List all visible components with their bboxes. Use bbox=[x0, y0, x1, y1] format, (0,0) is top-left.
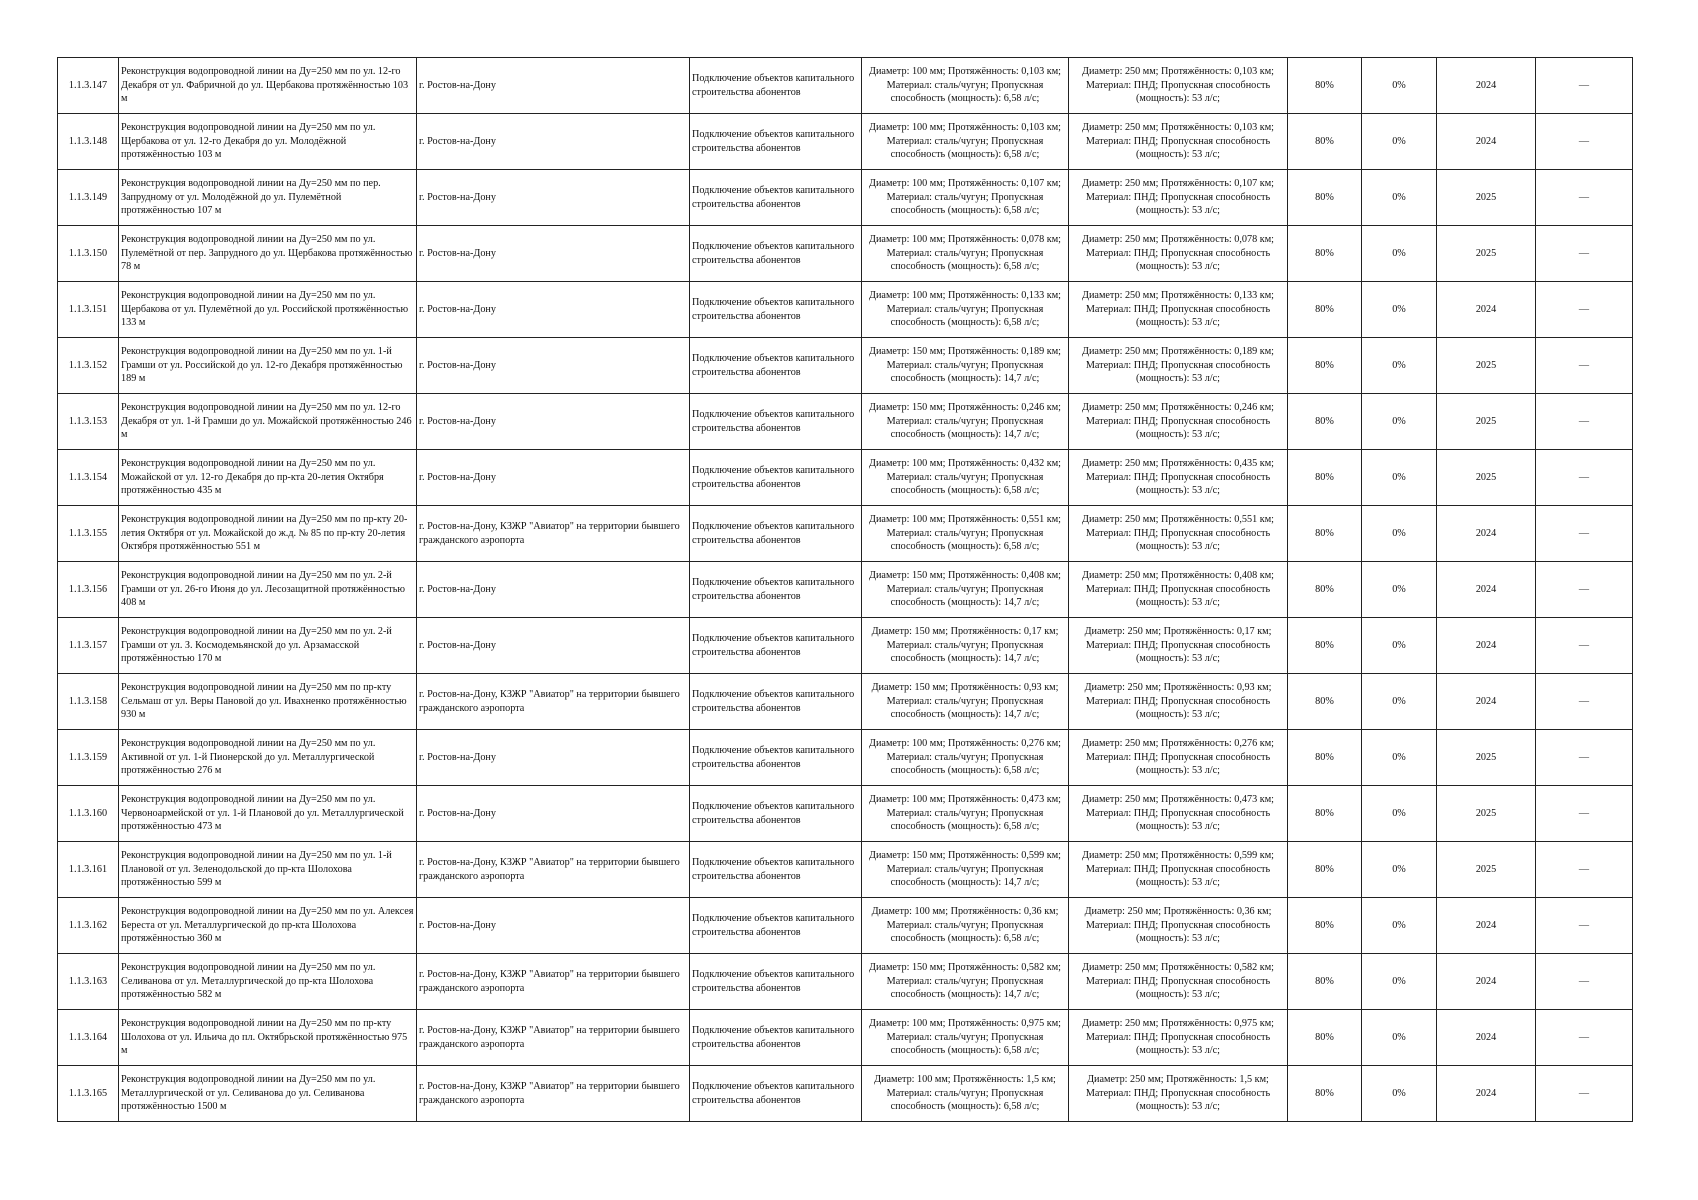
characteristics-before: Диаметр: 100 мм; Протяжённость: 0,103 км; Материал: сталь/чугун; Пропускная способность (мощность): 6,58 л/с; bbox=[862, 58, 1069, 114]
characteristics-after: Диаметр: 250 мм; Протяжённость: 0,276 км; Материал: ПНД; Пропускная способность (мощность): 53 л/с; bbox=[1069, 730, 1288, 786]
wear-after: 0% bbox=[1362, 394, 1437, 450]
project-location: г. Ростов-на-Дону bbox=[417, 450, 690, 506]
project-location: г. Ростов-на-Дону bbox=[417, 282, 690, 338]
table-row bbox=[58, 1066, 1633, 1122]
wear-before: 80% bbox=[1288, 898, 1362, 954]
characteristics-before: Диаметр: 100 мм; Протяжённость: 0,103 км; Материал: сталь/чугун; Пропускная способность (мощность): 6,58 л/с; bbox=[862, 114, 1069, 170]
wear-before: 80% bbox=[1288, 842, 1362, 898]
project-name: Реконструкция водопроводной линии на Ду=250 мм по ул. Пулемётной от пер. Запрудного до ул. Щербакова протяжённостью 78 м bbox=[119, 226, 417, 282]
project-purpose: Подключение объектов капитального строительства абонентов bbox=[690, 282, 862, 338]
completion-year: 2025 bbox=[1437, 842, 1536, 898]
note: — bbox=[1536, 394, 1633, 450]
project-name: Реконструкция водопроводной линии на Ду=250 мм по ул. Селиванова от ул. Металлургической до пр-кта Шолохова протяжённостью 582 м bbox=[119, 954, 417, 1010]
wear-after: 0% bbox=[1362, 842, 1437, 898]
wear-before: 80% bbox=[1288, 562, 1362, 618]
table-row bbox=[58, 506, 1633, 562]
project-name: Реконструкция водопроводной линии на Ду=250 мм по пер. Запрудному от ул. Молодёжной до ул. Пулемётной протяжённостью 107 м bbox=[119, 170, 417, 226]
row-number: 1.1.3.159 bbox=[58, 730, 119, 786]
project-location: г. Ростов-на-Дону bbox=[417, 114, 690, 170]
row-number: 1.1.3.147 bbox=[58, 58, 119, 114]
project-name: Реконструкция водопроводной линии на Ду=250 мм по ул. 12-го Декабря от ул. 1-й Грамши до ул. Можайской протяжённостью 246 м bbox=[119, 394, 417, 450]
characteristics-after: Диаметр: 250 мм; Протяжённость: 0,599 км; Материал: ПНД; Пропускная способность (мощность): 53 л/с; bbox=[1069, 842, 1288, 898]
characteristics-before: Диаметр: 100 мм; Протяжённость: 0,473 км; Материал: сталь/чугун; Пропускная способность (мощность): 6,58 л/с; bbox=[862, 786, 1069, 842]
table-row bbox=[58, 282, 1633, 338]
completion-year: 2024 bbox=[1437, 1066, 1536, 1122]
row-number: 1.1.3.149 bbox=[58, 170, 119, 226]
project-purpose: Подключение объектов капитального строительства абонентов bbox=[690, 450, 862, 506]
completion-year: 2024 bbox=[1437, 562, 1536, 618]
project-location: г. Ростов-на-Дону, КЗЖР "Авиатор" на территории бывшего гражданского аэропорта bbox=[417, 954, 690, 1010]
completion-year: 2024 bbox=[1437, 282, 1536, 338]
wear-after: 0% bbox=[1362, 1010, 1437, 1066]
note: — bbox=[1536, 450, 1633, 506]
project-location: г. Ростов-на-Дону, КЗЖР "Авиатор" на территории бывшего гражданского аэропорта bbox=[417, 506, 690, 562]
wear-before: 80% bbox=[1288, 506, 1362, 562]
note: — bbox=[1536, 506, 1633, 562]
characteristics-after: Диаметр: 250 мм; Протяжённость: 0,36 км; Материал: ПНД; Пропускная способность (мощность): 53 л/с; bbox=[1069, 898, 1288, 954]
project-location: г. Ростов-на-Дону bbox=[417, 394, 690, 450]
completion-year: 2024 bbox=[1437, 954, 1536, 1010]
wear-before: 80% bbox=[1288, 394, 1362, 450]
table-row bbox=[58, 562, 1633, 618]
project-name: Реконструкция водопроводной линии на Ду=250 мм по пр-кту Сельмаш от ул. Веры Пановой до ул. Ивахненко протяжённостью 930 м bbox=[119, 674, 417, 730]
wear-before: 80% bbox=[1288, 954, 1362, 1010]
project-purpose: Подключение объектов капитального строительства абонентов bbox=[690, 730, 862, 786]
wear-before: 80% bbox=[1288, 338, 1362, 394]
project-name: Реконструкция водопроводной линии на Ду=250 мм по ул. 2-й Грамши от ул. З. Космодемьянской до ул. Арзамасской протяжённостью 170 м bbox=[119, 618, 417, 674]
project-name: Реконструкция водопроводной линии на Ду=250 мм по ул. Активной от ул. 1-й Пионерской до ул. Металлургической протяжённостью 276 м bbox=[119, 730, 417, 786]
note: — bbox=[1536, 562, 1633, 618]
wear-after: 0% bbox=[1362, 450, 1437, 506]
row-number: 1.1.3.151 bbox=[58, 282, 119, 338]
project-name: Реконструкция водопроводной линии на Ду=250 мм по ул. Щербакова от ул. 12-го Декабря до ул. Молодёжной протяжённостью 103 м bbox=[119, 114, 417, 170]
note: — bbox=[1536, 282, 1633, 338]
project-purpose: Подключение объектов капитального строительства абонентов bbox=[690, 842, 862, 898]
row-number: 1.1.3.164 bbox=[58, 1010, 119, 1066]
row-number: 1.1.3.158 bbox=[58, 674, 119, 730]
project-purpose: Подключение объектов капитального строительства абонентов bbox=[690, 618, 862, 674]
wear-after: 0% bbox=[1362, 1066, 1437, 1122]
wear-after: 0% bbox=[1362, 898, 1437, 954]
completion-year: 2025 bbox=[1437, 450, 1536, 506]
note: — bbox=[1536, 954, 1633, 1010]
wear-before: 80% bbox=[1288, 674, 1362, 730]
project-name: Реконструкция водопроводной линии на Ду=250 мм по ул. Червоноармейской от ул. 1-й Плановой до ул. Металлургической протяжённостью 473 м bbox=[119, 786, 417, 842]
table-row bbox=[58, 898, 1633, 954]
project-location: г. Ростов-на-Дону bbox=[417, 618, 690, 674]
project-location: г. Ростов-на-Дону, КЗЖР "Авиатор" на территории бывшего гражданского аэропорта bbox=[417, 674, 690, 730]
completion-year: 2025 bbox=[1437, 170, 1536, 226]
completion-year: 2024 bbox=[1437, 618, 1536, 674]
characteristics-after: Диаметр: 250 мм; Протяжённость: 0,103 км; Материал: ПНД; Пропускная способность (мощность): 53 л/с; bbox=[1069, 58, 1288, 114]
row-number: 1.1.3.154 bbox=[58, 450, 119, 506]
table-row bbox=[58, 394, 1633, 450]
project-purpose: Подключение объектов капитального строительства абонентов bbox=[690, 562, 862, 618]
project-name: Реконструкция водопроводной линии на Ду=250 мм по ул. Щербакова от ул. Пулемётной до ул. Российской протяжённостью 133 м bbox=[119, 282, 417, 338]
document-page bbox=[57, 57, 1633, 1122]
table-row bbox=[58, 730, 1633, 786]
row-number: 1.1.3.165 bbox=[58, 1066, 119, 1122]
characteristics-before: Диаметр: 100 мм; Протяжённость: 0,975 км; Материал: сталь/чугун; Пропускная способность (мощность): 6,58 л/с; bbox=[862, 1010, 1069, 1066]
wear-before: 80% bbox=[1288, 450, 1362, 506]
table-row bbox=[58, 170, 1633, 226]
project-name: Реконструкция водопроводной линии на Ду=250 мм по ул. 1-й Плановой от ул. Зеленодольской до пр-кта Шолохова протяжённостью 599 м bbox=[119, 842, 417, 898]
completion-year: 2025 bbox=[1437, 730, 1536, 786]
row-number: 1.1.3.155 bbox=[58, 506, 119, 562]
wear-after: 0% bbox=[1362, 282, 1437, 338]
note: — bbox=[1536, 226, 1633, 282]
characteristics-after: Диаметр: 250 мм; Протяжённость: 0,551 км; Материал: ПНД; Пропускная способность (мощность): 53 л/с; bbox=[1069, 506, 1288, 562]
completion-year: 2024 bbox=[1437, 1010, 1536, 1066]
completion-year: 2025 bbox=[1437, 394, 1536, 450]
wear-after: 0% bbox=[1362, 674, 1437, 730]
wear-after: 0% bbox=[1362, 562, 1437, 618]
project-purpose: Подключение объектов капитального строительства абонентов bbox=[690, 954, 862, 1010]
characteristics-after: Диаметр: 250 мм; Протяжённость: 0,582 км; Материал: ПНД; Пропускная способность (мощность): 53 л/с; bbox=[1069, 954, 1288, 1010]
project-name: Реконструкция водопроводной линии на Ду=250 мм по ул. 2-й Грамши от ул. 26-го Июня до ул. Лесозащитной протяжённостью 408 м bbox=[119, 562, 417, 618]
project-name: Реконструкция водопроводной линии на Ду=250 мм по ул. Можайской от ул. 12-го Декабря до пр-кта 20-летия Октября протяжённостью 435 м bbox=[119, 450, 417, 506]
characteristics-before: Диаметр: 150 мм; Протяжённость: 0,582 км; Материал: сталь/чугун; Пропускная способность (мощность): 14,7 л/с; bbox=[862, 954, 1069, 1010]
characteristics-before: Диаметр: 100 мм; Протяжённость: 0,276 км; Материал: сталь/чугун; Пропускная способность (мощность): 6,58 л/с; bbox=[862, 730, 1069, 786]
table-row bbox=[58, 338, 1633, 394]
table-row bbox=[58, 618, 1633, 674]
table-row bbox=[58, 842, 1633, 898]
project-purpose: Подключение объектов капитального строительства абонентов bbox=[690, 394, 862, 450]
completion-year: 2024 bbox=[1437, 898, 1536, 954]
wear-after: 0% bbox=[1362, 618, 1437, 674]
completion-year: 2024 bbox=[1437, 58, 1536, 114]
project-name: Реконструкция водопроводной линии на Ду=250 мм по ул. Алексея Береста от ул. Металлургической до пр-кта Шолохова протяжённостью 360 м bbox=[119, 898, 417, 954]
wear-after: 0% bbox=[1362, 786, 1437, 842]
characteristics-before: Диаметр: 150 мм; Протяжённость: 0,408 км; Материал: сталь/чугун; Пропускная способность (мощность): 14,7 л/с; bbox=[862, 562, 1069, 618]
wear-after: 0% bbox=[1362, 506, 1437, 562]
wear-after: 0% bbox=[1362, 114, 1437, 170]
completion-year: 2025 bbox=[1437, 226, 1536, 282]
project-name: Реконструкция водопроводной линии на Ду=250 мм по ул. Металлургической от ул. Селиванова до ул. Селиванова протяжённостью 1500 м bbox=[119, 1066, 417, 1122]
project-purpose: Подключение объектов капитального строительства абонентов bbox=[690, 1066, 862, 1122]
investment-program-table bbox=[57, 57, 1633, 1122]
table-row bbox=[58, 1010, 1633, 1066]
note: — bbox=[1536, 786, 1633, 842]
project-location: г. Ростов-на-Дону, КЗЖР "Авиатор" на территории бывшего гражданского аэропорта bbox=[417, 1066, 690, 1122]
project-location: г. Ростов-на-Дону bbox=[417, 58, 690, 114]
characteristics-after: Диаметр: 250 мм; Протяжённость: 0,103 км; Материал: ПНД; Пропускная способность (мощность): 53 л/с; bbox=[1069, 114, 1288, 170]
wear-after: 0% bbox=[1362, 58, 1437, 114]
characteristics-before: Диаметр: 150 мм; Протяжённость: 0,189 км; Материал: сталь/чугун; Пропускная способность (мощность): 14,7 л/с; bbox=[862, 338, 1069, 394]
project-location: г. Ростов-на-Дону bbox=[417, 226, 690, 282]
characteristics-before: Диаметр: 100 мм; Протяжённость: 1,5 км; Материал: сталь/чугун; Пропускная способность (мощность): 6,58 л/с; bbox=[862, 1066, 1069, 1122]
characteristics-before: Диаметр: 100 мм; Протяжённость: 0,36 км; Материал: сталь/чугун; Пропускная способность (мощность): 6,58 л/с; bbox=[862, 898, 1069, 954]
characteristics-after: Диаметр: 250 мм; Протяжённость: 0,246 км; Материал: ПНД; Пропускная способность (мощность): 53 л/с; bbox=[1069, 394, 1288, 450]
note: — bbox=[1536, 674, 1633, 730]
note: — bbox=[1536, 730, 1633, 786]
project-purpose: Подключение объектов капитального строительства абонентов bbox=[690, 114, 862, 170]
characteristics-before: Диаметр: 100 мм; Протяжённость: 0,107 км; Материал: сталь/чугун; Пропускная способность (мощность): 6,58 л/с; bbox=[862, 170, 1069, 226]
characteristics-before: Диаметр: 100 мм; Протяжённость: 0,078 км; Материал: сталь/чугун; Пропускная способность (мощность): 6,58 л/с; bbox=[862, 226, 1069, 282]
characteristics-after: Диаметр: 250 мм; Протяжённость: 1,5 км; Материал: ПНД; Пропускная способность (мощность): 53 л/с; bbox=[1069, 1066, 1288, 1122]
characteristics-before: Диаметр: 100 мм; Протяжённость: 0,551 км; Материал: сталь/чугун; Пропускная способность (мощность): 6,58 л/с; bbox=[862, 506, 1069, 562]
project-purpose: Подключение объектов капитального строительства абонентов bbox=[690, 226, 862, 282]
table-row bbox=[58, 674, 1633, 730]
table-row bbox=[58, 954, 1633, 1010]
project-name: Реконструкция водопроводной линии на Ду=250 мм по пр-кту Шолохова от ул. Ильича до пл. Октябрьской протяжённостью 975 м bbox=[119, 1010, 417, 1066]
note: — bbox=[1536, 618, 1633, 674]
note: — bbox=[1536, 338, 1633, 394]
table-row bbox=[58, 786, 1633, 842]
project-name: Реконструкция водопроводной линии на Ду=250 мм по пр-кту 20-летия Октября от ул. Можайской до ж.д. № 85 по пр-кту 20-летия Октября протяжённостью 551 м bbox=[119, 506, 417, 562]
characteristics-before: Диаметр: 150 мм; Протяжённость: 0,93 км; Материал: сталь/чугун; Пропускная способность (мощность): 14,7 л/с; bbox=[862, 674, 1069, 730]
characteristics-before: Диаметр: 100 мм; Протяжённость: 0,133 км; Материал: сталь/чугун; Пропускная способность (мощность): 6,58 л/с; bbox=[862, 282, 1069, 338]
row-number: 1.1.3.161 bbox=[58, 842, 119, 898]
project-location: г. Ростов-на-Дону bbox=[417, 898, 690, 954]
completion-year: 2025 bbox=[1437, 786, 1536, 842]
note: — bbox=[1536, 170, 1633, 226]
completion-year: 2024 bbox=[1437, 114, 1536, 170]
characteristics-after: Диаметр: 250 мм; Протяжённость: 0,133 км; Материал: ПНД; Пропускная способность (мощность): 53 л/с; bbox=[1069, 282, 1288, 338]
table-row bbox=[58, 114, 1633, 170]
characteristics-after: Диаметр: 250 мм; Протяжённость: 0,078 км; Материал: ПНД; Пропускная способность (мощность): 53 л/с; bbox=[1069, 226, 1288, 282]
project-location: г. Ростов-на-Дону bbox=[417, 170, 690, 226]
table-row bbox=[58, 226, 1633, 282]
project-location: г. Ростов-на-Дону bbox=[417, 730, 690, 786]
wear-before: 80% bbox=[1288, 170, 1362, 226]
table-row bbox=[58, 58, 1633, 114]
characteristics-before: Диаметр: 150 мм; Протяжённость: 0,17 км; Материал: сталь/чугун; Пропускная способность (мощность): 14,7 л/с; bbox=[862, 618, 1069, 674]
wear-before: 80% bbox=[1288, 282, 1362, 338]
wear-before: 80% bbox=[1288, 1010, 1362, 1066]
wear-before: 80% bbox=[1288, 114, 1362, 170]
project-purpose: Подключение объектов капитального строительства абонентов bbox=[690, 506, 862, 562]
project-purpose: Подключение объектов капитального строительства абонентов bbox=[690, 58, 862, 114]
wear-after: 0% bbox=[1362, 338, 1437, 394]
characteristics-after: Диаметр: 250 мм; Протяжённость: 0,107 км; Материал: ПНД; Пропускная способность (мощность): 53 л/с; bbox=[1069, 170, 1288, 226]
characteristics-before: Диаметр: 150 мм; Протяжённость: 0,599 км; Материал: сталь/чугун; Пропускная способность (мощность): 14,7 л/с; bbox=[862, 842, 1069, 898]
characteristics-after: Диаметр: 250 мм; Протяжённость: 0,473 км; Материал: ПНД; Пропускная способность (мощность): 53 л/с; bbox=[1069, 786, 1288, 842]
note: — bbox=[1536, 1010, 1633, 1066]
project-purpose: Подключение объектов капитального строительства абонентов bbox=[690, 1010, 862, 1066]
characteristics-before: Диаметр: 150 мм; Протяжённость: 0,246 км; Материал: сталь/чугун; Пропускная способность (мощность): 14,7 л/с; bbox=[862, 394, 1069, 450]
characteristics-before: Диаметр: 100 мм; Протяжённость: 0,432 км; Материал: сталь/чугун; Пропускная способность (мощность): 6,58 л/с; bbox=[862, 450, 1069, 506]
note: — bbox=[1536, 898, 1633, 954]
note: — bbox=[1536, 58, 1633, 114]
row-number: 1.1.3.163 bbox=[58, 954, 119, 1010]
wear-before: 80% bbox=[1288, 226, 1362, 282]
wear-before: 80% bbox=[1288, 58, 1362, 114]
wear-before: 80% bbox=[1288, 730, 1362, 786]
row-number: 1.1.3.160 bbox=[58, 786, 119, 842]
note: — bbox=[1536, 114, 1633, 170]
characteristics-after: Диаметр: 250 мм; Протяжённость: 0,975 км; Материал: ПНД; Пропускная способность (мощность): 53 л/с; bbox=[1069, 1010, 1288, 1066]
project-location: г. Ростов-на-Дону bbox=[417, 338, 690, 394]
completion-year: 2024 bbox=[1437, 506, 1536, 562]
row-number: 1.1.3.152 bbox=[58, 338, 119, 394]
project-purpose: Подключение объектов капитального строительства абонентов bbox=[690, 338, 862, 394]
wear-after: 0% bbox=[1362, 170, 1437, 226]
characteristics-after: Диаметр: 250 мм; Протяжённость: 0,17 км; Материал: ПНД; Пропускная способность (мощность): 53 л/с; bbox=[1069, 618, 1288, 674]
completion-year: 2025 bbox=[1437, 338, 1536, 394]
row-number: 1.1.3.148 bbox=[58, 114, 119, 170]
characteristics-after: Диаметр: 250 мм; Протяжённость: 0,189 км; Материал: ПНД; Пропускная способность (мощность): 53 л/с; bbox=[1069, 338, 1288, 394]
row-number: 1.1.3.156 bbox=[58, 562, 119, 618]
characteristics-after: Диаметр: 250 мм; Протяжённость: 0,408 км; Материал: ПНД; Пропускная способность (мощность): 53 л/с; bbox=[1069, 562, 1288, 618]
note: — bbox=[1536, 1066, 1633, 1122]
completion-year: 2024 bbox=[1437, 674, 1536, 730]
note: — bbox=[1536, 842, 1633, 898]
row-number: 1.1.3.153 bbox=[58, 394, 119, 450]
wear-after: 0% bbox=[1362, 954, 1437, 1010]
project-name: Реконструкция водопроводной линии на Ду=250 мм по ул. 12-го Декабря от ул. Фабричной до ул. Щербакова протяжённостью 103 м bbox=[119, 58, 417, 114]
wear-after: 0% bbox=[1362, 226, 1437, 282]
project-purpose: Подключение объектов капитального строительства абонентов bbox=[690, 674, 862, 730]
project-location: г. Ростов-на-Дону bbox=[417, 786, 690, 842]
project-purpose: Подключение объектов капитального строительства абонентов bbox=[690, 786, 862, 842]
characteristics-after: Диаметр: 250 мм; Протяжённость: 0,435 км; Материал: ПНД; Пропускная способность (мощность): 53 л/с; bbox=[1069, 450, 1288, 506]
project-location: г. Ростов-на-Дону, КЗЖР "Авиатор" на территории бывшего гражданского аэропорта bbox=[417, 842, 690, 898]
wear-before: 80% bbox=[1288, 786, 1362, 842]
project-purpose: Подключение объектов капитального строительства абонентов bbox=[690, 170, 862, 226]
project-purpose: Подключение объектов капитального строительства абонентов bbox=[690, 898, 862, 954]
project-location: г. Ростов-на-Дону bbox=[417, 562, 690, 618]
row-number: 1.1.3.162 bbox=[58, 898, 119, 954]
row-number: 1.1.3.150 bbox=[58, 226, 119, 282]
table-body bbox=[58, 58, 1633, 1122]
row-number: 1.1.3.157 bbox=[58, 618, 119, 674]
wear-before: 80% bbox=[1288, 1066, 1362, 1122]
wear-after: 0% bbox=[1362, 730, 1437, 786]
table-row bbox=[58, 450, 1633, 506]
project-name: Реконструкция водопроводной линии на Ду=250 мм по ул. 1-й Грамши от ул. Российской до ул. 12-го Декабря протяжённостью 189 м bbox=[119, 338, 417, 394]
wear-before: 80% bbox=[1288, 618, 1362, 674]
characteristics-after: Диаметр: 250 мм; Протяжённость: 0,93 км; Материал: ПНД; Пропускная способность (мощность): 53 л/с; bbox=[1069, 674, 1288, 730]
project-location: г. Ростов-на-Дону, КЗЖР "Авиатор" на территории бывшего гражданского аэропорта bbox=[417, 1010, 690, 1066]
